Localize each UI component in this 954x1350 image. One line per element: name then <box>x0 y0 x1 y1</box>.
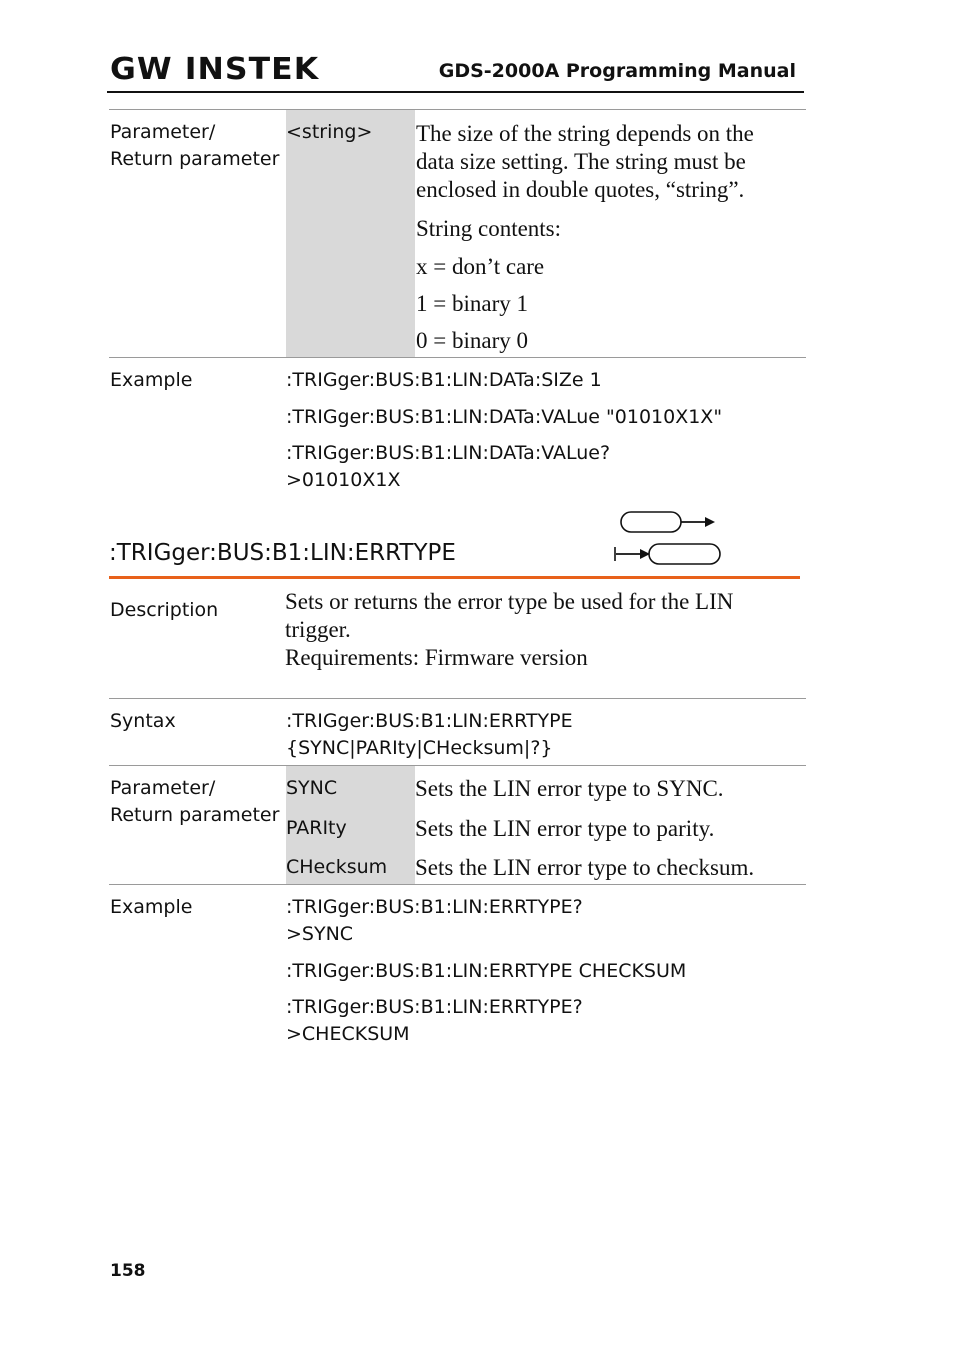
description-text: Sets or returns the error type be used for the LIN trigger. Requirements: Firmware version <box>285 589 734 670</box>
query-command-icon <box>614 542 724 568</box>
param-name: SYNC <box>286 777 338 799</box>
row-divider <box>109 884 806 885</box>
param-name: CHecksum <box>286 856 388 878</box>
param-description: Sets the LIN error type to SYNC. <box>415 776 724 801</box>
param-name: <string> <box>286 121 373 143</box>
param-name-shade <box>286 110 415 357</box>
row-divider <box>109 698 806 699</box>
param-description: Sets the LIN error type to parity. <box>415 816 715 841</box>
example-line: :TRIGger:BUS:B1:LIN:ERRTYPE? >CHECKSUM <box>286 996 583 1045</box>
set-command-icon <box>619 510 719 536</box>
manual-title: GDS-2000A Programming Manual <box>438 60 796 82</box>
param-label: Parameter/ Return parameter <box>110 777 280 826</box>
example-line: :TRIGger:BUS:B1:LIN:DATa:VALue "01010X1X" <box>286 406 723 428</box>
list-item: x = don’t care <box>416 254 545 279</box>
list-item: 0 = binary 0 <box>416 328 528 353</box>
example-label: Example <box>110 369 193 391</box>
row-divider <box>109 765 806 766</box>
param-description: The size of the string depends on the data size setting. The string must be enclosed in double quotes, “string”. <box>416 121 754 202</box>
heading-accent-rule <box>109 576 800 579</box>
example-line: :TRIGger:BUS:B1:LIN:DATa:VALue? >01010X1X <box>286 442 611 491</box>
page-number: 158 <box>110 1261 146 1281</box>
example-label: Example <box>110 896 193 918</box>
row-divider <box>109 357 806 358</box>
header-rule <box>107 91 804 93</box>
list-item: 1 = binary 1 <box>416 291 528 316</box>
command-heading: :TRIGger:BUS:B1:LIN:ERRTYPE <box>109 540 456 566</box>
string-contents-label: String contents: <box>416 216 562 241</box>
param-name: PARIty <box>286 817 347 839</box>
description-label: Description <box>110 599 219 621</box>
param-description: Sets the LIN error type to checksum. <box>415 855 755 880</box>
example-line: :TRIGger:BUS:B1:LIN:DATa:SIZe 1 <box>286 369 602 391</box>
brand-logo: GW INSTEK <box>110 52 320 87</box>
example-line: :TRIGger:BUS:B1:LIN:ERRTYPE? >SYNC <box>286 896 583 945</box>
syntax-label: Syntax <box>110 710 176 732</box>
table-top-rule <box>109 109 806 110</box>
example-line: :TRIGger:BUS:B1:LIN:ERRTYPE CHECKSUM <box>286 960 687 982</box>
syntax-text: :TRIGger:BUS:B1:LIN:ERRTYPE {SYNC|PARIty|CHecksum|?} <box>286 710 573 759</box>
param-label: Parameter/ Return parameter <box>110 121 280 170</box>
